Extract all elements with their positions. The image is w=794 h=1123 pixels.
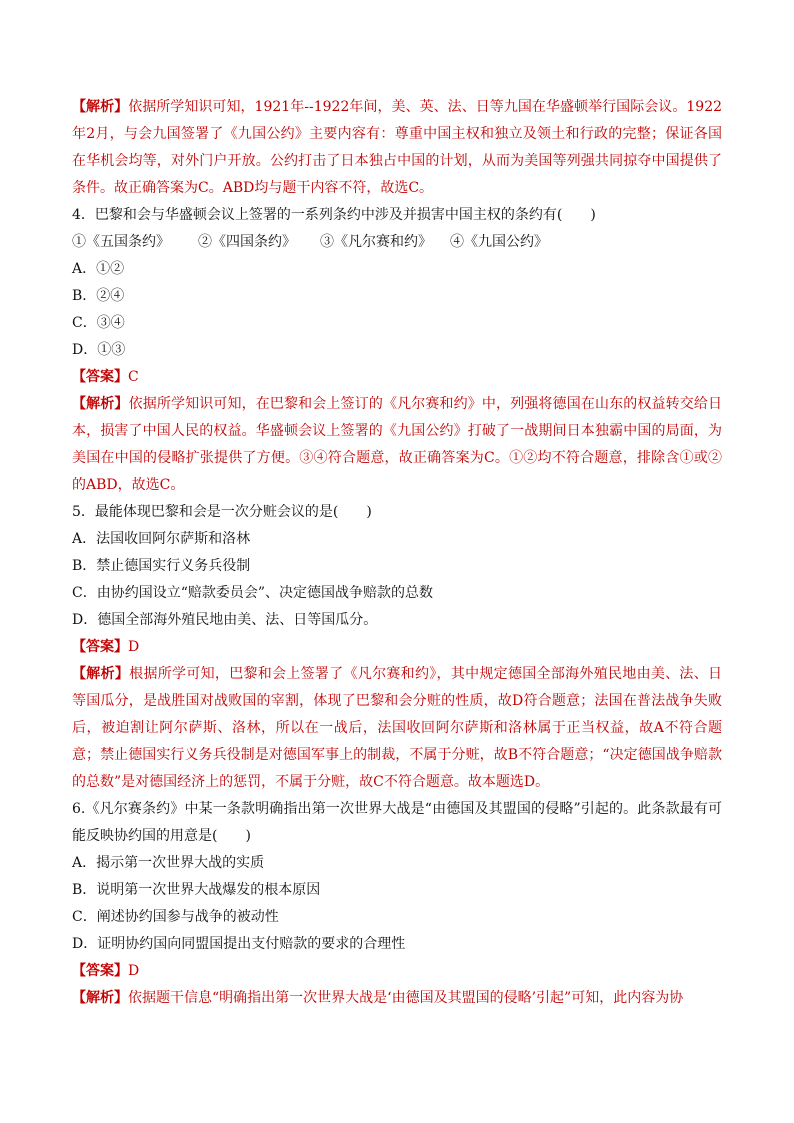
- answer-tag: 【 答案 】: [72, 639, 128, 655]
- analysis-tag: 【 解析 】: [72, 396, 129, 412]
- q5-stem: 5．最能体现巴黎和会是一次分赃会议的是( ): [72, 504, 372, 520]
- q5-analysis: [72, 661, 722, 796]
- q6-option-b: B．说明第一次世界大战爆发的根本原因: [72, 882, 321, 898]
- q5-option-d: D．德国全部海外殖民地由美、法、日等国瓜分。: [72, 612, 378, 628]
- analysis-text: 依据题干信息“明确指出第一次世界大战是‘由德国及其盟国的侵略’引起”可知，此内容为协: [128, 990, 684, 1006]
- q6-answer: [72, 958, 722, 985]
- treaty-item: ④《九国公约》: [450, 234, 548, 250]
- q5-answer: [72, 634, 722, 661]
- q5-option-c: C．由协约国设立“赔款委员会”、决定德国战争赔款的总数: [72, 585, 434, 601]
- q6-option-c: C．阐述协约国参与战争的被动性: [72, 909, 279, 925]
- treaty-item: ②《四国条约》: [198, 234, 296, 250]
- analysis-tag: 【 解析 】: [72, 666, 129, 682]
- treaty-item: ③《凡尔赛和约》: [320, 234, 432, 250]
- q4-treaty-list: [72, 229, 722, 256]
- analysis-tag: 【 解析 】: [72, 990, 128, 1006]
- q4-option-d: D．①③: [72, 342, 126, 358]
- q4-option-c: C．③④: [72, 315, 125, 331]
- q4-option-b: B．②④: [72, 288, 125, 304]
- q4-stem: 4．巴黎和会与华盛顿会议上签署的一系列条约中涉及并损害中国主权的条约有( ): [72, 207, 596, 223]
- analysis-text: 依据所学知识可知，在巴黎和会上签订的《凡尔赛和约》中，列强将德国在山东的权益转交给日本，损害了中国人民的权益。华盛顿会议上签署的《九国公约》打破了一战期间日本独霸中国的局面，为美国在中国的侵略扩张提供了方便。③④符合题意，故正确答案为C。①②均不符合题意，排除含①或②的ABD，故选C。: [72, 396, 723, 493]
- q3-analysis: [72, 94, 722, 202]
- answer-value: C: [128, 369, 139, 385]
- analysis-tag: 【 解析 】: [72, 99, 128, 115]
- answer-value: D: [128, 963, 140, 979]
- treaty-item: ①《五国条约》: [72, 234, 170, 250]
- q4-option-a: A．①②: [72, 261, 125, 277]
- analysis-text: 根据所学可知，巴黎和会上签署了《凡尔赛和约》，其中规定德国全部海外殖民地由美、法、日等国瓜分，是战胜国对战败国的宰割，体现了巴黎和会分赃的性质，故D符合题意；法国在普法战争失败后，被迫割让阿尔萨斯、洛林，所以在一战后，法国收回阿尔萨斯和洛林属于正当权益，故A不符合题意；禁止德国实行义务兵役制是对德国军事上的制裁，不属于分赃，故B不符合题意；“决定德国战争赔款的总数”是对德国经济上的惩罚，不属于分赃，故C不符合题意。故本题选D。: [72, 666, 723, 790]
- answer-tag: 【 答案 】: [72, 369, 128, 385]
- q4-analysis: [72, 391, 722, 499]
- q6-analysis: [72, 985, 722, 1012]
- q6-option-a: A．揭示第一次世界大战的实质: [72, 855, 265, 871]
- analysis-text: 依据所学知识可知，1921年--1922年间，美、英、法、日等九国在华盛顿举行国际会议。1922年2月，与会九国签署了《九国公约》主要内容有：尊重中国主权和独立及领土和行政的完整；保证各国在华机会均等，对外门户开放。公约打击了日本独占中国的计划，从而为美国等列强共同掠夺中国提供了条件。故正确答案为C。ABD均与题干内容不符，故选C。: [72, 99, 723, 196]
- q6-option-d: D．证明协约国向同盟国提出支付赔款的要求的合理性: [72, 936, 406, 952]
- q5-option-b: B．禁止德国实行义务兵役制: [72, 558, 251, 574]
- q5-option-a: A．法国收回阿尔萨斯和洛林: [72, 531, 251, 547]
- answer-tag: 【 答案 】: [72, 963, 128, 979]
- document-content: [72, 94, 722, 1012]
- q4-answer: [72, 364, 722, 391]
- answer-value: D: [128, 639, 140, 655]
- q6-stem: 6.《凡尔赛条约》中某一条款明确指出第一次世界大战是“由德国及其盟国的侵略”引起的。此条款最有可能反映协约国的用意是( ): [72, 801, 722, 844]
